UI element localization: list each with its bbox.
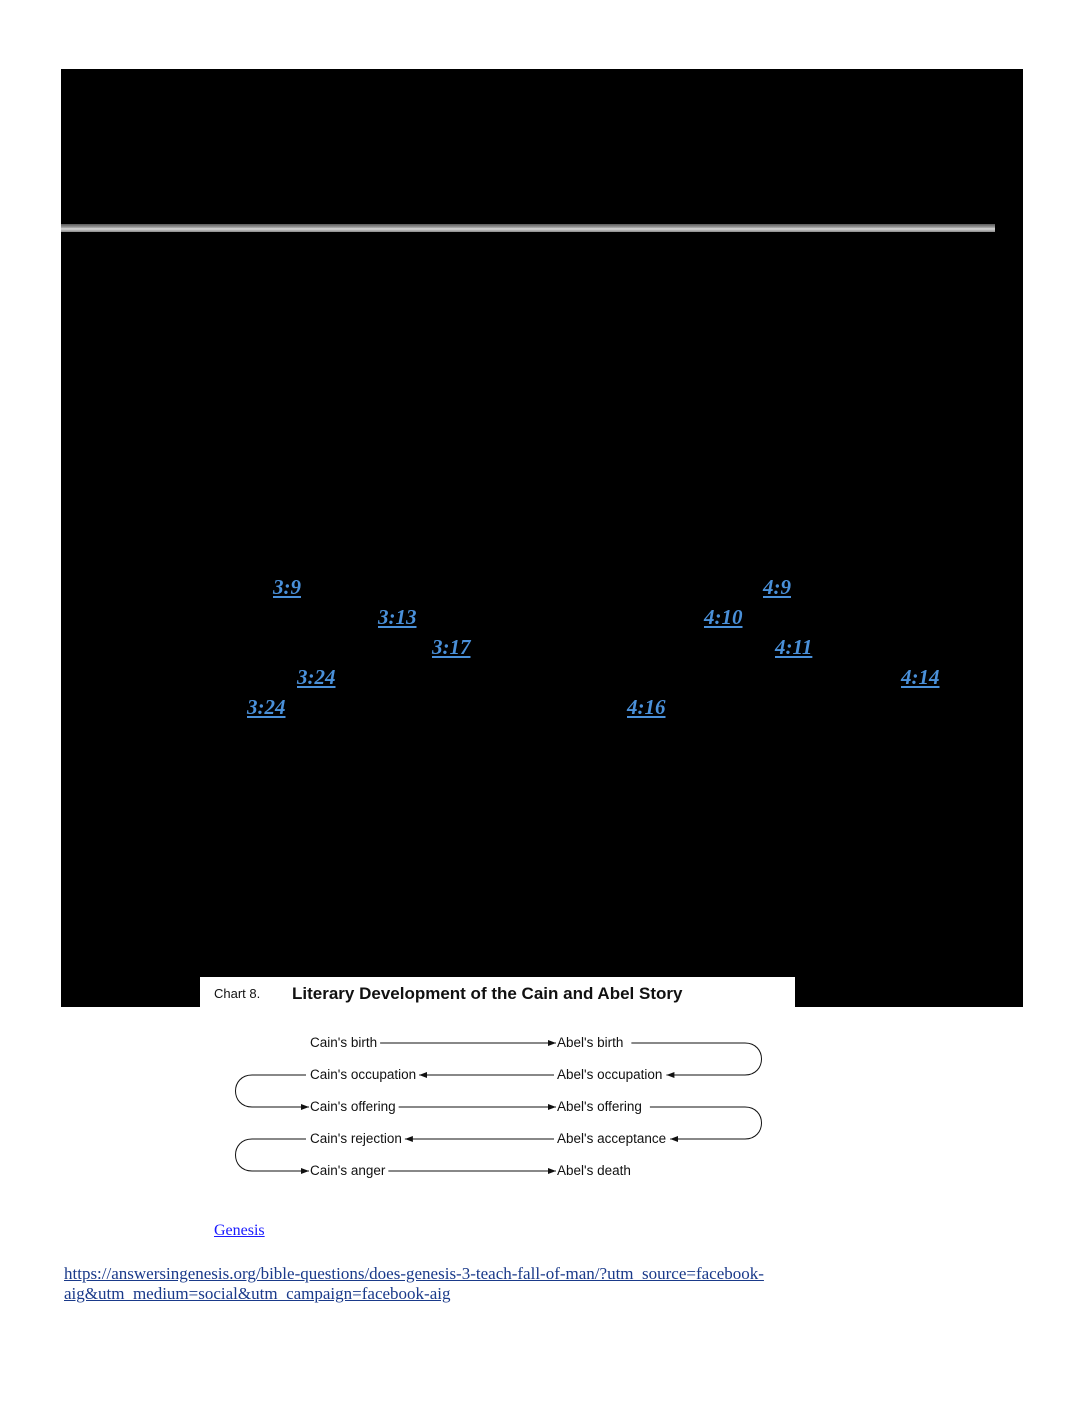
chart-right-label: Abel's death	[557, 1163, 631, 1178]
chart-label: Chart 8.	[214, 986, 261, 1001]
literary-development-chart	[200, 977, 795, 1180]
reference-link-4-14[interactable]: 4:14	[901, 665, 940, 689]
chart-title: Literary Development of the Cain and Abel Story	[292, 984, 683, 1003]
chart-right-label: Abel's offering	[557, 1099, 642, 1114]
chart-svg	[200, 977, 795, 1180]
page-background	[61, 69, 1023, 1007]
reference-link-4-9[interactable]: 4:9	[763, 575, 791, 599]
chart-right-label: Abel's birth	[557, 1035, 624, 1050]
source-url-link[interactable]	[64, 1264, 824, 1304]
chart-loop-arrow	[650, 1107, 762, 1139]
chart-loop-arrow	[236, 1075, 310, 1107]
reference-link-4-11[interactable]: 4:11	[775, 635, 813, 659]
horizontal-rule	[61, 224, 995, 232]
chart-right-label: Abel's acceptance	[557, 1131, 667, 1146]
reference-link-3-24-second[interactable]: 3:24	[247, 695, 286, 719]
reference-link-3-24[interactable]: 3:24	[297, 665, 336, 689]
source-url-line-1: https://answersingenesis.org/bible-questions/does-genesis-3-teach-fall-of-man/?utm_source=facebook-	[64, 1264, 764, 1283]
genesis-link[interactable]: Genesis	[214, 1222, 265, 1239]
chart-loop-arrow	[236, 1139, 310, 1171]
chart-rows	[236, 1035, 762, 1178]
chart-right-label: Abel's occupation	[557, 1067, 663, 1082]
reference-link-4-10[interactable]: 4:10	[704, 605, 743, 629]
chart-left-label: Cain's offering	[310, 1099, 396, 1114]
source-url-line-2: aig&utm_medium=social&utm_campaign=facebook-aig	[64, 1284, 451, 1303]
chart-left-label: Cain's birth	[310, 1035, 378, 1050]
reference-link-4-16[interactable]: 4:16	[627, 695, 666, 719]
chart-left-label: Cain's rejection	[310, 1131, 402, 1146]
reference-link-3-17[interactable]: 3:17	[432, 635, 471, 659]
chart-left-label: Cain's anger	[310, 1163, 386, 1178]
reference-link-3-13[interactable]: 3:13	[378, 605, 417, 629]
chart-left-label: Cain's occupation	[310, 1067, 417, 1082]
reference-link-3-9[interactable]: 3:9	[273, 575, 301, 599]
